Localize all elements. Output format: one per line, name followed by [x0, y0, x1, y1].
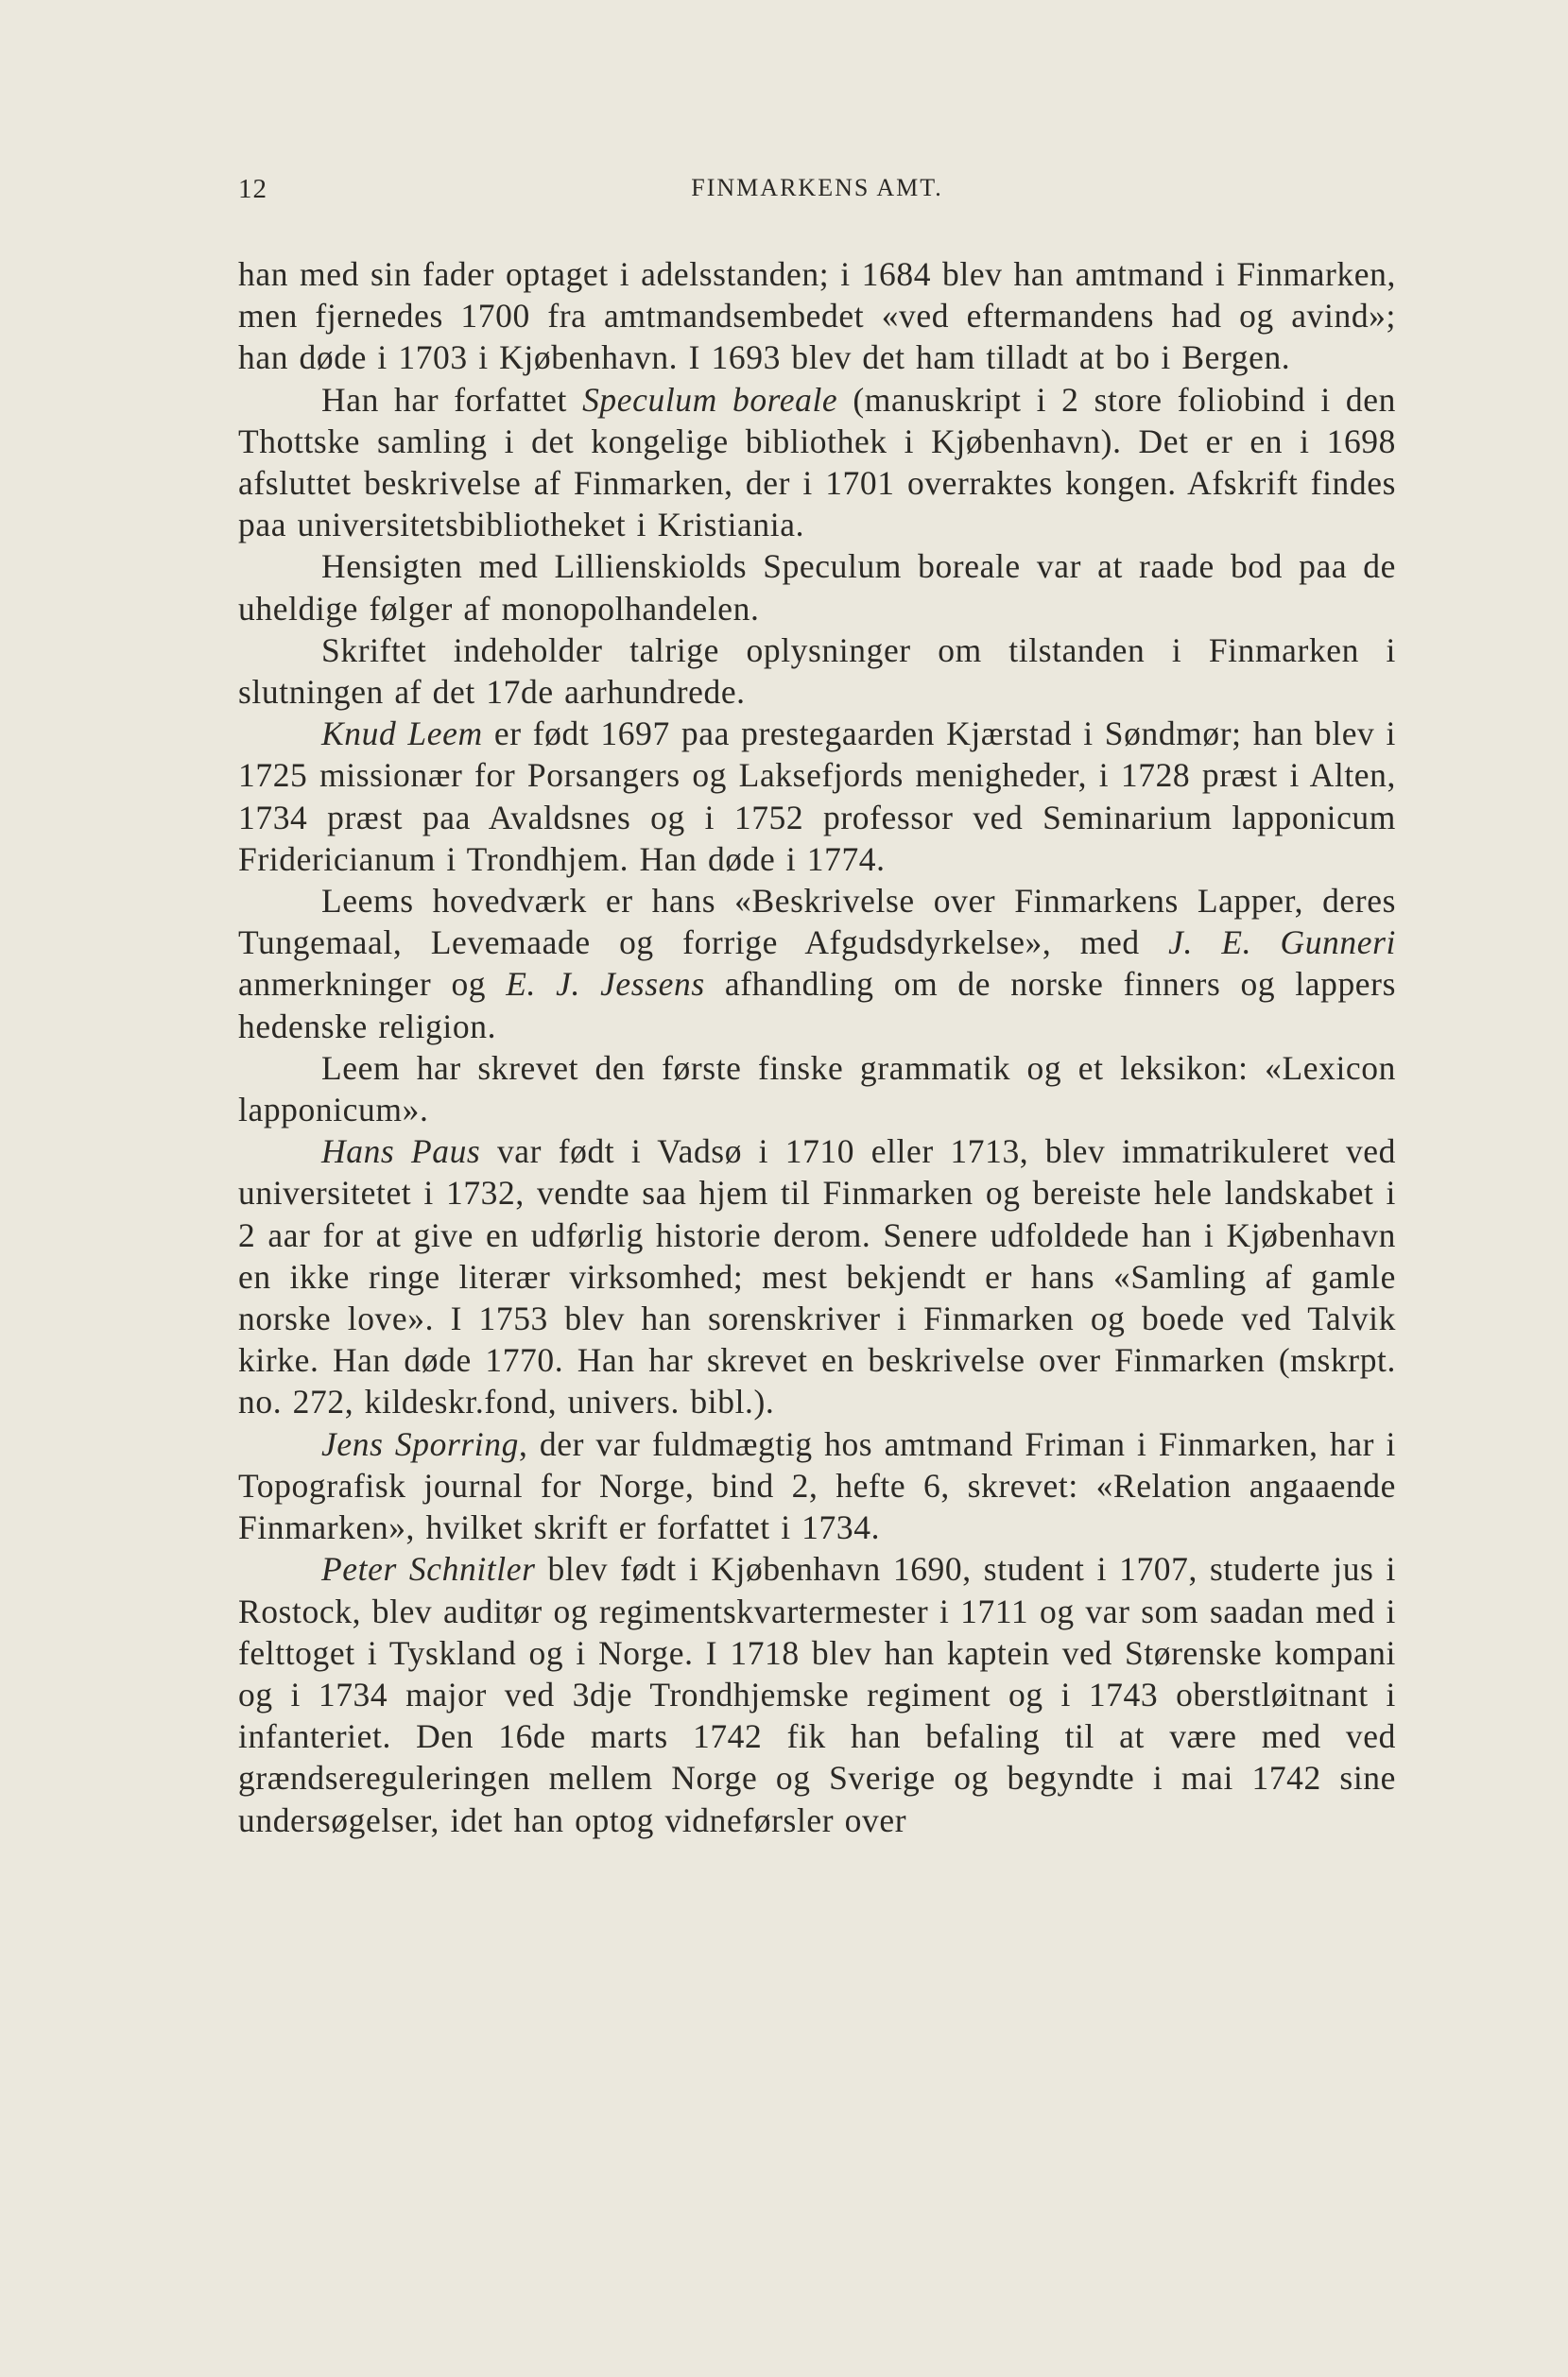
- text-run: , der var fuldmægtig hos amtmand Friman i Finmarken, har i Topografisk journal for Norge, bind 2, hefte 6, skrevet: «Relation angaaende Finmarken», hvilket skrift er forfattet i 1734.: [238, 1424, 1396, 1547]
- italic-name: Hans Paus: [321, 1132, 481, 1171]
- paragraph: [238, 713, 1396, 880]
- text-run: Leem har skrevet den første finske grammatik og et leksikon: «Lexicon lapponicum».: [238, 1048, 1396, 1129]
- paragraph: [238, 629, 1396, 713]
- text-run: anmerkninger og: [238, 965, 507, 1004]
- text-run: Skriftet indeholder talrige oplysninger om tilstanden i Finmarken i slutningen af det 17de aarhundrede.: [238, 630, 1396, 712]
- paragraph: [238, 880, 1396, 1047]
- text-run: afhandling om de norske finners og lappers hedenske religion.: [238, 965, 1396, 1045]
- paragraph: [238, 1047, 1396, 1130]
- page-header: [238, 174, 1396, 215]
- paragraph: [238, 545, 1396, 629]
- paragraph: [238, 1130, 1396, 1422]
- running-head: FINMARKENS AMT.: [691, 174, 943, 201]
- body-text: [238, 253, 1396, 1841]
- italic-name: Speculum boreale: [582, 380, 838, 419]
- italic-name: Jens Sporring: [321, 1424, 519, 1463]
- text-run: blev født i Kjøbenhavn 1690, student i 1707, studerte jus i Rostock, blev auditør og regimentskvartermester i 1711 og var som saadan med i felttoget i Tyskland og i Norge. I 1718 blev han kaptein ved Størenske kompani og i 1734 major ved 3dje Trondhjemske regiment og i 1743 oberstløitnant i infanteriet. Den 16de marts 1742 fik han befaling til at være med ved grændsereguleringen mellem Norge og Sverige og begyndte i mai 1742 sine undersøgelser, idet han optog vidneførsler over: [238, 1550, 1396, 1839]
- paragraph: [238, 1423, 1396, 1549]
- paragraph: [238, 1548, 1396, 1840]
- paragraph: [238, 379, 1396, 546]
- italic-name: J. E. Gunneri: [1168, 923, 1396, 962]
- text-run: (manuskript i 2 store foliobind i den Thottske samling i det kongelige bibliothek i Kjøbenhavn). Det er en i 1698 afsluttet beskrivelse af Finmarken, der i 1701 overraktes kongen. Afskrift findes paa universitetsbibliotheket i Kristiania.: [238, 380, 1396, 544]
- text-run: Hensigten med Lillienskiolds Speculum boreale var at raade bod paa de uheldige følger af monopolhandelen.: [238, 547, 1396, 628]
- text-run: er født 1697 paa prestegaarden Kjærstad i Søndmør; han blev i 1725 missionær for Porsangers og Laksefjords menigheder, i 1728 præst i Alten, 1734 præst paa Avaldsnes og i 1752 professor ved Seminarium lapponicum Fridericianum i Trondhjem. Han døde i 1774.: [238, 715, 1396, 878]
- text-run: Leems hovedværk er hans «Beskrivelse over Finmarkens Lapper, deres Tungemaal, Levemaade og forrige Afgudsdyrkelse», med: [238, 882, 1396, 962]
- italic-name: E. J. Jessens: [506, 965, 705, 1004]
- page-number: 12: [238, 174, 267, 204]
- text-run: var født i Vadsø i 1710 eller 1713, blev immatrikuleret ved universitetet i 1732, vendte saa hjem til Finmarken og bereiste hele landskabet i 2 aar for at give en udførlig historie derom. Senere udfoldede han i Kjøbenhavn en ikke ringe literær virksomhed; mest bekjendt er hans «Samling af gamle norske love». I 1753 blev han sorenskriver i Finmarken og boede ved Talvik kirke. Han døde 1770. Han har skrevet en beskrivelse over Finmarken (mskrpt. no. 272, kildeskr.fond, univers. bibl.).: [238, 1132, 1396, 1421]
- text-run: han med sin fader optaget i adelsstanden; i 1684 blev han amtmand i Finmarken, men fjernedes 1700 fra amtmandsembedet «ved eftermandens had og avind»; han døde i 1703 i Kjøbenhavn. I 1693 blev det ham tilladt at bo i Bergen.: [238, 255, 1396, 377]
- italic-name: Knud Leem: [321, 715, 483, 753]
- italic-name: Peter Schnitler: [321, 1550, 536, 1589]
- paragraph: [238, 253, 1396, 379]
- text-run: Han har forfattet: [321, 380, 583, 419]
